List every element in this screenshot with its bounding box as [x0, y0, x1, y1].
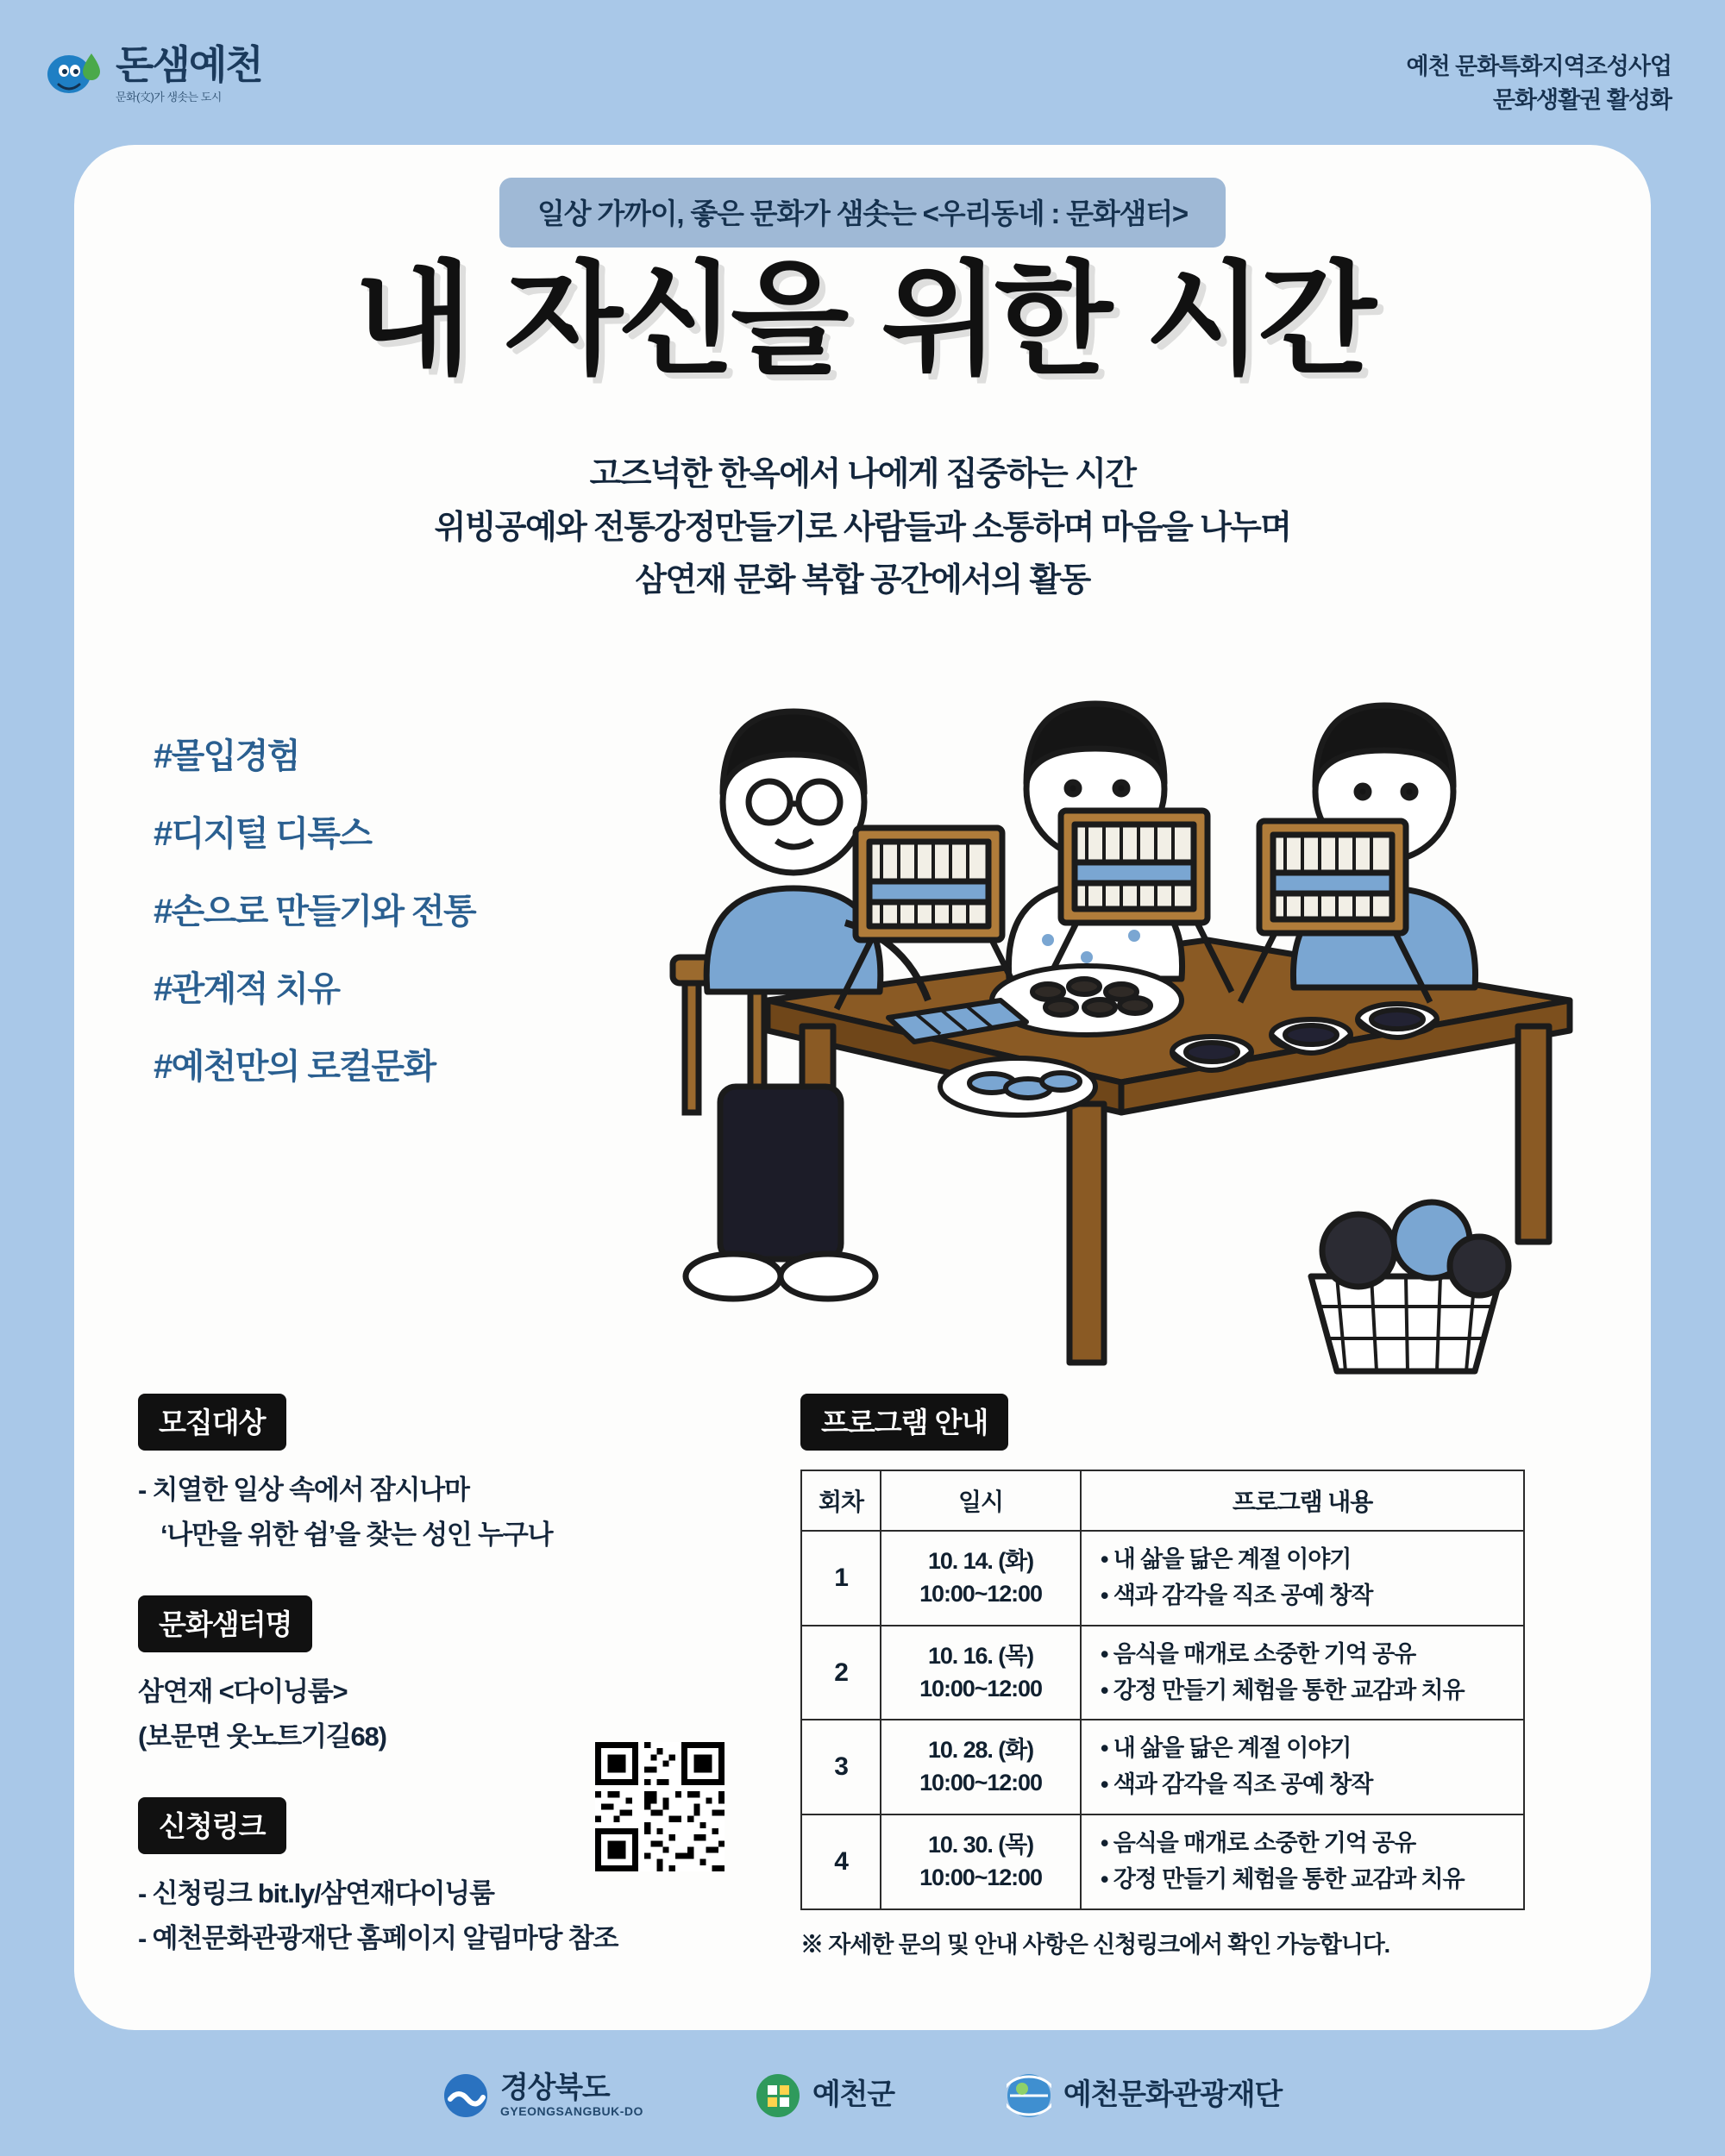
session-content-item: • 강정 만들기 체험을 통한 교감과 치유	[1101, 1673, 1516, 1709]
recruit-line-2: ‘나만을 위한 쉼’을 찾는 성인 누구나	[160, 1520, 553, 1551]
wave-icon	[443, 2073, 488, 2118]
hashtag-list	[154, 729, 475, 1088]
program-note: ※ 자세한 문의 및 안내 사항은 신청링크에서 확인 가능합니다.	[800, 1931, 1390, 1958]
column-header-datetime: 일시	[881, 1470, 1081, 1531]
leaf-circle-icon	[756, 2073, 800, 2118]
globe-icon	[1007, 2073, 1051, 2118]
subtitle	[0, 448, 1725, 608]
session-content-item: • 색과 감각을 직조 공예 창작	[1101, 1578, 1516, 1614]
table-row	[801, 1720, 1524, 1814]
apply-heading: 신청링크	[138, 1797, 286, 1854]
column-header-content: 프로그램 내용	[1081, 1470, 1524, 1531]
footer-logos	[0, 2073, 1725, 2118]
session-date: 10. 30. (목)	[927, 1832, 1034, 1858]
apply-note-line: - 예천문화관광재단 홈페이지 알림마당 참조	[138, 1923, 618, 1954]
hashtag-item: #몰입경험	[154, 737, 299, 775]
hashtag-item: #손으로 만들기와 전통	[154, 893, 476, 931]
venue-heading: 문화샘터명	[138, 1595, 312, 1652]
brand-logo	[47, 42, 262, 104]
session-content	[1081, 1720, 1524, 1814]
session-time: 10:00~12:00	[919, 1580, 1042, 1607]
brand-tagline: 문화(文)가 생솟는 도시	[116, 91, 222, 103]
program-heading: 프로그램 안내	[800, 1394, 1008, 1451]
session-datetime	[881, 1626, 1081, 1720]
project-info	[1407, 50, 1672, 117]
table-header-row	[801, 1470, 1524, 1531]
session-number: 1	[801, 1531, 881, 1626]
program-section	[800, 1394, 1525, 1959]
session-content-item: • 음식을 매개로 소중한 기억 공유	[1101, 1637, 1516, 1673]
hashtag-item: #디지털 디톡스	[154, 815, 372, 853]
session-time: 10:00~12:00	[919, 1675, 1042, 1702]
session-content-item: • 강정 만들기 체험을 통한 교감과 치유	[1101, 1862, 1516, 1898]
session-content-item: • 내 삶을 닮은 계절 이야기	[1101, 1542, 1516, 1578]
project-line-2: 문화생활권 활성화	[1492, 87, 1672, 114]
session-datetime	[881, 1814, 1081, 1909]
session-date: 10. 28. (화)	[927, 1737, 1034, 1764]
footer-logo-gyeongsangbukdo	[443, 2073, 643, 2118]
session-content-item: • 색과 감각을 직조 공예 창작	[1101, 1767, 1516, 1803]
subtitle-line-1: 고즈넉한 한옥에서 나에게 집중하는 시간	[589, 456, 1136, 492]
footer-logo-subtitle: GYEONGSANGBUK-DO	[500, 2103, 643, 2118]
venue-block	[138, 1595, 742, 1758]
recruit-block	[138, 1394, 742, 1556]
session-number: 2	[801, 1626, 881, 1720]
footer-logo-title: 예천문화관광재단	[1063, 2078, 1282, 2112]
table-row	[801, 1626, 1524, 1720]
session-date: 10. 16. (목)	[927, 1642, 1034, 1669]
footer-logo-title: 예천군	[812, 2078, 894, 2112]
project-line-1: 예천 문화특화지역조성사업	[1406, 53, 1672, 79]
column-header-session: 회차	[801, 1470, 881, 1531]
recruit-body	[138, 1470, 742, 1556]
venue-line-1: 삼연재 <다이닝룸>	[138, 1677, 348, 1708]
session-content-item: • 음식을 매개로 소중한 기억 공유	[1101, 1826, 1516, 1862]
session-date: 10. 14. (화)	[927, 1548, 1034, 1575]
qr-code[interactable]	[595, 1742, 724, 1871]
footer-logo-yecheongun	[756, 2073, 894, 2118]
session-datetime	[881, 1531, 1081, 1626]
page-title: 내 자신을 위한 시간	[354, 249, 1371, 392]
recruit-heading: 모집대상	[138, 1394, 286, 1451]
session-time: 10:00~12:00	[919, 1864, 1042, 1890]
illustration-people-crafting	[656, 681, 1604, 1380]
session-number: 4	[801, 1814, 881, 1909]
hashtag-item: #예천만의 로컬문화	[154, 1048, 436, 1086]
session-content-item: • 내 삶을 닮은 계절 이야기	[1101, 1731, 1516, 1767]
table-row	[801, 1814, 1524, 1909]
footer-logo-foundation	[1007, 2073, 1282, 2118]
recruit-line-1: - 치열한 일상 속에서 잠시나마	[138, 1475, 469, 1505]
hashtag-item: #관계적 치유	[154, 970, 340, 1008]
session-content	[1081, 1814, 1524, 1909]
info-column	[138, 1394, 742, 1999]
ribbon-banner: 일상 가까이, 좋은 문화가 샘솟는 <우리동네 : 문화샘터>	[499, 178, 1226, 248]
water-drop-icon	[47, 48, 107, 102]
venue-line-2: (보문면 웃노트기길68)	[138, 1721, 386, 1752]
session-datetime	[881, 1720, 1081, 1814]
brand-name: 돈샘예천	[116, 42, 262, 87]
table-row	[801, 1531, 1524, 1626]
program-table	[800, 1470, 1525, 1910]
apply-link-line[interactable]: - 신청링크 bit.ly/삼연재다이닝룸	[138, 1878, 494, 1909]
session-content	[1081, 1626, 1524, 1720]
footer-logo-title: 경상북도	[500, 2071, 610, 2105]
apply-body	[138, 1873, 742, 1959]
session-number: 3	[801, 1720, 881, 1814]
session-content	[1081, 1531, 1524, 1626]
subtitle-line-2: 위빙공예와 전통강정만들기로 사람들과 소통하며 마음을 나누며	[434, 509, 1291, 546]
subtitle-line-3: 삼연재 문화 복합 공간에서의 활동	[635, 562, 1090, 599]
session-time: 10:00~12:00	[919, 1770, 1042, 1796]
